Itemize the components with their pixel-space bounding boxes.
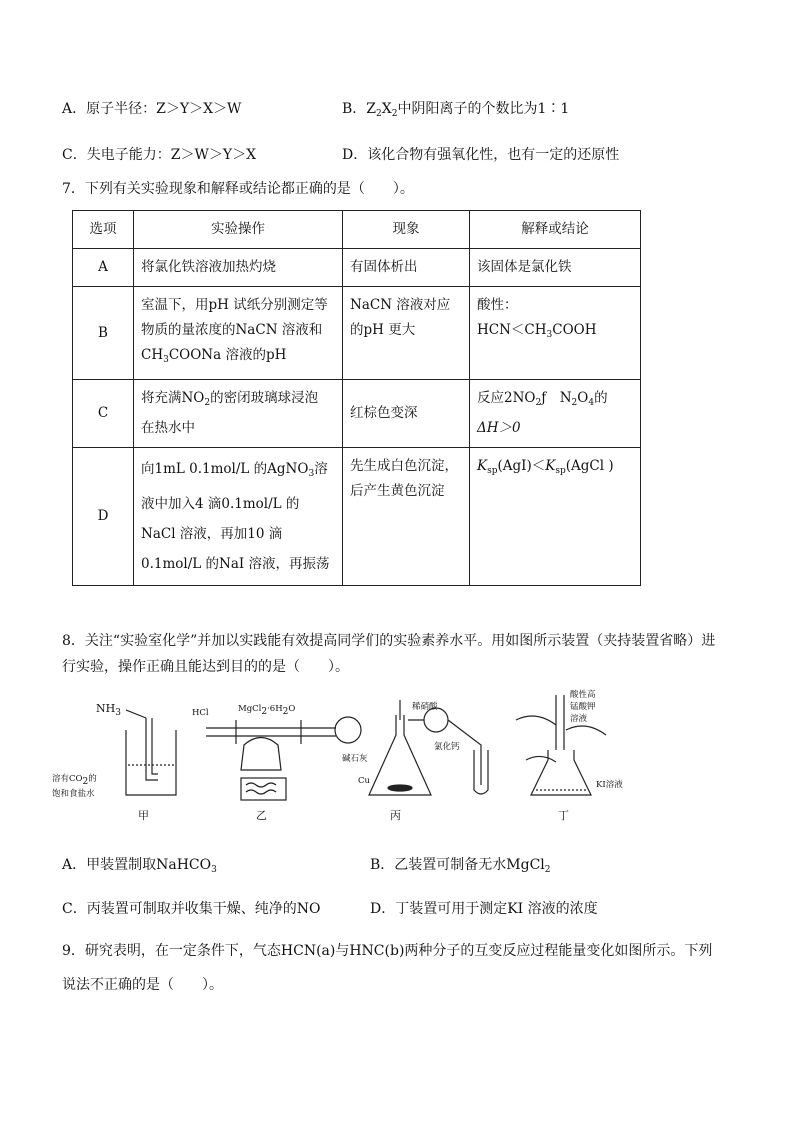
label-ki-solution: KI溶液 bbox=[596, 780, 623, 790]
label-soda-lime: 碱石灰 bbox=[342, 754, 368, 764]
q8-stem-line2: 行实验，操作正确且能达到目的的是（ ）。 bbox=[62, 659, 349, 675]
table-row-c bbox=[73, 380, 641, 448]
header-operation: 实验操作 bbox=[134, 211, 343, 249]
row-phenomenon: 红棕色变深 bbox=[343, 380, 470, 448]
row-phenomenon: 有固体析出 bbox=[343, 249, 470, 287]
label-dilute-nitric: 稀硝酸 bbox=[412, 702, 438, 712]
row-conclusion: $K_{sp}(AgI)<K_{sp}(AgCl$ ) bbox=[470, 448, 641, 586]
label-mgcl2: $MgCl_2\cdot 6H_2O$ bbox=[238, 704, 296, 717]
q7-table bbox=[72, 210, 641, 586]
row-key: B bbox=[73, 287, 134, 380]
header-option: 选项 bbox=[73, 211, 134, 249]
label-nh3: $NH_3$ bbox=[96, 702, 121, 718]
row-phenomenon: NaCN 溶液对应 的pH 更大 bbox=[343, 287, 470, 380]
label-co2-brine: 溶有$CO_2$的 饱和食盐水 bbox=[52, 774, 97, 799]
q8-option-d: D．丁装置可用于测定KI 溶液的浓度 bbox=[370, 901, 598, 917]
q8-stem-line1: 8．关注“实验室化学”并加以实践能有效提高同学们的实验素养水平。用如图所示装置（夹持装置省略）进 bbox=[62, 633, 716, 649]
label-jia: 甲 bbox=[138, 809, 149, 822]
row-phenomenon: 先生成白色沉淀， 后产生黄色沉淀 bbox=[343, 448, 470, 586]
table-row-d bbox=[73, 448, 641, 586]
row-operation: 向1mL 0.1mol/L 的AgNO$_3$溶 液中加入4 滴0.1mol/L 的 NaCl 溶液，再加10 滴 0.1mol/L 的NaI 溶液，再振荡 bbox=[134, 448, 343, 586]
q8-option-b: B．乙装置可制备无水MgCl$_2$ bbox=[370, 857, 551, 875]
row-conclusion: 反应$2NO_2ƒ$ $N_2O_4$的 ΔH＞0 bbox=[470, 380, 641, 448]
label-kmno4: 酸性高 锰酸钾 溶液 bbox=[570, 690, 596, 724]
label-cacl2: 氯化钙 bbox=[434, 742, 460, 752]
q6-option-d: D．该化合物有强氧化性，也有一定的还原性 bbox=[342, 147, 620, 163]
table-header-row bbox=[73, 211, 641, 249]
row-conclusion: 酸性： $HCN<CH_3COOH$ bbox=[470, 287, 641, 380]
table-row-b bbox=[73, 287, 641, 380]
label-yi: 乙 bbox=[256, 809, 267, 822]
table-row-a bbox=[73, 249, 641, 287]
row-key: D bbox=[73, 448, 134, 586]
q6-option-c: C．失电子能力：Z＞W＞Y＞X bbox=[62, 147, 257, 163]
q7-stem: 7．下列有关实验现象和解释或结论都正确的是（ ）。 bbox=[62, 181, 414, 197]
header-conclusion: 解释或结论 bbox=[470, 211, 641, 249]
label-hcl: HCl bbox=[192, 708, 209, 718]
label-cu: Cu bbox=[358, 776, 370, 786]
row-operation: 将充满$NO_2$的密闭玻璃球浸泡 在热水中 bbox=[134, 380, 343, 448]
q9-stem-line1: 9．研究表明，在一定条件下，气态HCN(a)与HNC(b)两种分子的互变反应过程能量变化如图所示。下列 bbox=[62, 943, 713, 959]
q8-option-c: C．丙装置可制取并收集干燥、纯净的NO bbox=[62, 901, 321, 917]
q8-apparatus-figure bbox=[52, 690, 646, 830]
q8-option-a: A．甲装置制取NaHCO$_3$ bbox=[62, 857, 217, 875]
row-key: A bbox=[73, 249, 134, 287]
row-key: C bbox=[73, 380, 134, 448]
row-operation: 室温下，用pH 试纸分别测定等 物质的量浓度的NaCN 溶液和 $CH_3COONa$ 溶液的pH bbox=[134, 287, 343, 380]
q9-stem-line2: 说法不正确的是（ ）。 bbox=[62, 977, 223, 993]
header-phenomenon: 现象 bbox=[343, 211, 470, 249]
q6-option-a: A．原子半径：Z＞Y＞X＞W bbox=[62, 101, 242, 117]
q6-option-b: B．$Z_2X_2$中阴阳离子的个数比为1∶1 bbox=[342, 101, 570, 119]
label-bing: 丙 bbox=[390, 809, 401, 822]
row-conclusion: 该固体是氯化铁 bbox=[470, 249, 641, 287]
row-operation: 将氯化铁溶液加热灼烧 bbox=[134, 249, 343, 287]
label-ding: 丁 bbox=[558, 809, 569, 822]
